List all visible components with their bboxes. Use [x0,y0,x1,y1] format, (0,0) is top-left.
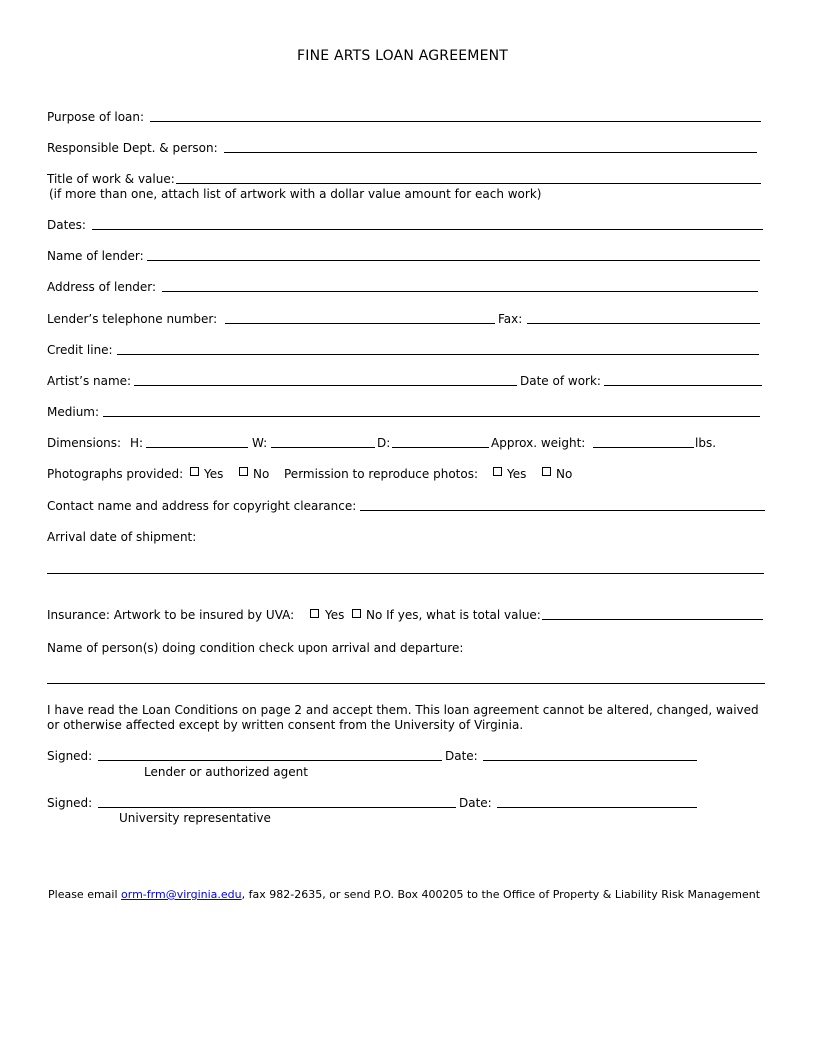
dimension-d-field[interactable] [392,447,489,448]
artist-label: Artist’s name: [47,374,132,388]
insurance-no-label: No If yes, what is total value: [366,608,541,622]
footer-prefix: Please email [48,888,122,901]
dept-field[interactable] [224,152,757,153]
insurance-yes-label: Yes [325,608,345,622]
credit-field[interactable] [117,354,759,355]
copyright-label: Contact name and address for copyright clearance: [47,499,357,513]
photos-yes-checkbox[interactable] [190,467,199,476]
arrival-field[interactable] [47,573,764,574]
permission-no-checkbox[interactable] [542,467,551,476]
dimension-w-field[interactable] [271,447,375,448]
lender-signature-field[interactable] [98,760,442,761]
work-label: Title of work & value: [47,172,175,186]
date-of-work-field[interactable] [604,385,762,386]
condition-field[interactable] [47,683,765,684]
dates-label: Dates: [47,218,86,232]
date-label: Date: [459,796,492,810]
artist-field[interactable] [134,385,517,386]
arrival-label: Arrival date of shipment: [47,530,197,544]
lender-phone-label: Lender’s telephone number: [47,312,218,326]
copyright-field[interactable] [360,510,765,511]
permission-no-label: No [556,467,573,481]
lender-address-field[interactable] [162,291,758,292]
work-note: (if more than one, attach list of artwork with a dollar value amount for each work) [49,187,542,201]
university-date-field[interactable] [497,807,697,808]
email-link[interactable]: orm-frm@virginia.edu [121,888,242,901]
insurance-no-checkbox[interactable] [352,609,361,618]
signed-label: Signed: [47,749,93,763]
agreement-text-line-1: I have read the Loan Conditions on page 2 and accept them. This loan agreement cannot be altered, changed, waived [47,703,759,717]
photos-yes-label: Yes [204,467,224,481]
photos-label: Photographs provided: [47,467,184,481]
insurance-yes-checkbox[interactable] [310,609,319,618]
page-title: FINE ARTS LOAN AGREEMENT [297,48,509,64]
work-field[interactable] [176,183,761,184]
insurance-label: Insurance: Artwork to be insured by UVA: [47,608,295,622]
date-of-work-label: Date of work: [520,374,601,388]
lender-address-label: Address of lender: [47,280,157,294]
medium-label: Medium: [47,405,100,419]
lbs-label: lbs. [695,436,717,450]
dimensions-label: Dimensions: [47,436,122,450]
lender-name-field[interactable] [147,260,760,261]
credit-label: Credit line: [47,343,113,357]
dimension-h-label: H: [130,436,144,450]
photos-no-label: No [253,467,270,481]
dimension-w-label: W: [252,436,268,450]
insurance-value-field[interactable] [542,619,763,620]
university-caption: University representative [119,811,271,825]
dates-field[interactable] [92,229,763,230]
signed-label: Signed: [47,796,93,810]
photos-no-checkbox[interactable] [239,467,248,476]
dept-label: Responsible Dept. & person: [47,141,218,155]
purpose-label: Purpose of loan: [47,110,145,124]
lender-phone-field[interactable] [225,323,495,324]
permission-yes-label: Yes [507,467,527,481]
university-signature-field[interactable] [98,807,456,808]
lender-caption: Lender or authorized agent [144,765,308,779]
fax-label: Fax: [498,312,523,326]
dimension-d-label: D: [377,436,391,450]
purpose-field[interactable] [150,121,761,122]
weight-label: Approx. weight: [491,436,586,450]
permission-yes-checkbox[interactable] [493,467,502,476]
agreement-text-line-2: or otherwise affected except by written consent from the University of Virginia. [47,718,524,732]
permission-label: Permission to reproduce photos: [284,467,479,481]
dimension-h-field[interactable] [146,447,248,448]
date-label: Date: [445,749,478,763]
lender-date-field[interactable] [483,760,697,761]
fax-field[interactable] [527,323,760,324]
condition-label: Name of person(s) doing condition check upon arrival and departure: [47,641,464,655]
footer-text [48,888,760,902]
weight-field[interactable] [593,447,694,448]
lender-name-label: Name of lender: [47,249,144,263]
medium-field[interactable] [103,416,760,417]
footer-suffix: , fax 982-2635, or send P.O. Box 400205 to the Office of Property & Liability Risk Management [241,888,761,901]
